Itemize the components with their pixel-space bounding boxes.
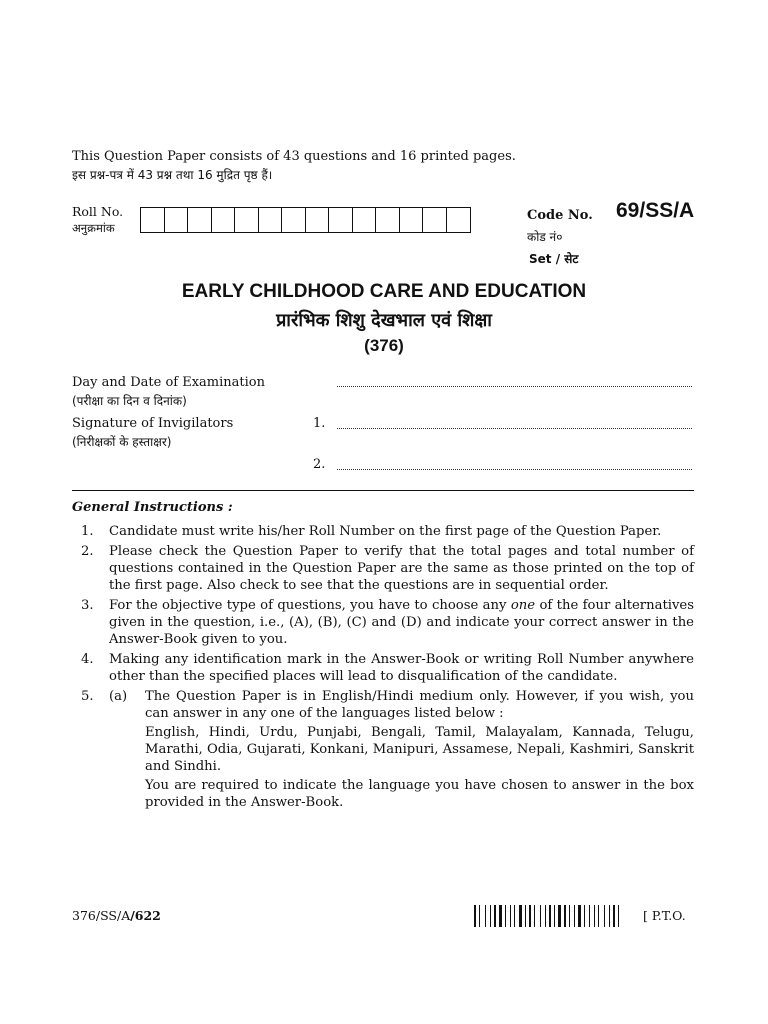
barcode-bar (525, 905, 526, 927)
barcode-bar (609, 905, 610, 927)
barcode-bar (600, 905, 603, 927)
barcode-bar (562, 905, 563, 927)
barcode-bar (523, 905, 524, 927)
roll-label-english: Roll No. (72, 204, 124, 219)
barcode-bar (616, 905, 617, 927)
instruction-text: Candidate must write his/her Roll Number on the first page of the Question Paper. (109, 524, 662, 539)
barcode-bar (545, 905, 546, 927)
barcode-bar (490, 905, 491, 927)
barcode-bar (549, 905, 551, 927)
barcode-bar (505, 905, 506, 927)
roll-number-box[interactable] (212, 208, 236, 232)
barcode-bar (574, 905, 575, 927)
instruction-text-post: of the four alternatives given in the question, i.e., (A), (B), (C) and (D) and indicate your correct answer in the Answer-Book given to you. (109, 598, 694, 647)
instruction-number: 1. (81, 524, 94, 539)
barcode-image (474, 905, 634, 927)
barcode-bar (536, 905, 539, 927)
barcode-bar (604, 905, 605, 927)
roll-number-box[interactable] (165, 208, 189, 232)
barcode-bar (618, 905, 619, 927)
roll-label-hindi: अनुक्रमांक (72, 221, 115, 235)
barcode-bar (606, 905, 608, 927)
paper-info (72, 148, 516, 184)
invigilator-signature-label-hindi: (निरीक्षकों के हस्ताक्षर) (72, 435, 172, 449)
instruction-item (72, 597, 694, 648)
barcode-bar (487, 905, 489, 927)
roll-number-box[interactable] (235, 208, 259, 232)
roll-number-label (72, 203, 123, 237)
instruction-item (72, 651, 694, 685)
barcode-bar (584, 905, 585, 927)
barcode-bar (532, 905, 533, 927)
roll-number-box[interactable] (376, 208, 400, 232)
barcode-bar (564, 905, 566, 927)
subject-title: EARLY CHILDHOOD CARE AND EDUCATION (181, 281, 587, 302)
language-list: English, Hindi, Urdu, Punjabi, Bengali, Tamil, Malayalam, Kannada, Telugu, Marathi, Odia, Gujarati, Konkani, Manipuri, Assamese, Nepali, Kashmiri, Sanskrit and Sindhi. (145, 725, 694, 774)
barcode-bar (512, 905, 513, 927)
invigilator-signature-field (72, 415, 233, 451)
barcode-bar (510, 905, 511, 927)
barcode-bar (507, 905, 509, 927)
subitem-paragraph: The Question Paper is in English/Hindi medium only. However, if you wish, you can answer in any one of the languages listed below : (145, 689, 694, 721)
barcode-bar (542, 905, 544, 927)
subject-title-hindi: प्रारंभिक शिशु देखभाल एवं शिक्षा (276, 310, 492, 331)
barcode-bar (485, 905, 486, 927)
instructions-list (72, 523, 694, 816)
instruction-number: 3. (81, 598, 94, 613)
barcode-bar (547, 905, 548, 927)
roll-number-box[interactable] (141, 208, 165, 232)
paper-info-hindi: इस प्रश्न-पत्र में 43 प्रश्न तथा 16 मुद्रित पृष्ठ हैं। (72, 168, 273, 182)
please-turn-over: [ P.T.O. (643, 908, 686, 923)
barcode-bar (576, 905, 577, 927)
instruction-item (72, 688, 694, 813)
instruction-item (72, 523, 694, 540)
barcode-bar (567, 905, 568, 927)
exam-date-blank[interactable] (337, 386, 692, 388)
exam-date-label-hindi: (परीक्षा का दिन व दिनांक) (72, 394, 187, 408)
barcode-bar (582, 905, 583, 927)
signature-blank-1[interactable] (337, 428, 692, 430)
general-instructions-heading: General Instructions : (72, 500, 233, 515)
barcode-bar (554, 905, 555, 927)
roll-number-box[interactable] (423, 208, 447, 232)
barcode-bar (571, 905, 573, 927)
instruction-number: 4. (81, 652, 94, 667)
barcode-bar (552, 905, 553, 927)
roll-number-box[interactable] (447, 208, 471, 232)
roll-number-box[interactable] (282, 208, 306, 232)
barcode-bar (514, 905, 515, 927)
instruction-text-pre: For the objective type of questions, you have to choose any (109, 598, 511, 613)
signature-number-1: 1. (313, 416, 326, 431)
barcode-bar (481, 905, 484, 927)
exam-date-field (72, 374, 265, 410)
paper-info-english: This Question Paper consists of 43 questions and 16 printed pages. (72, 149, 516, 164)
roll-number-box[interactable] (353, 208, 377, 232)
barcode-bar (474, 905, 476, 927)
barcode-bar (529, 905, 531, 927)
barcode-bar (499, 905, 502, 927)
paper-code-footer (72, 908, 161, 923)
roll-number-boxes[interactable] (140, 207, 471, 233)
barcode-bar (497, 905, 498, 927)
footer-code-prefix: 376/SS/A (72, 908, 131, 923)
barcode-bar (492, 905, 493, 927)
barcode-bar (594, 905, 595, 927)
roll-number-box[interactable] (188, 208, 212, 232)
set-label: Set / सेट (529, 252, 579, 266)
code-value: 69/SS/A (616, 199, 695, 222)
barcode-bar (534, 905, 535, 927)
exam-date-label: Day and Date of Examination (72, 375, 265, 390)
instruction-item (72, 543, 694, 594)
instruction-text: Please check the Question Paper to verify that the total pages and total number of questions contained in the Question Paper are the same as those printed on the top of the first page. Also check to see that the questions are in sequential order. (109, 544, 694, 593)
code-label-hindi: कोड नं० (527, 230, 563, 244)
barcode-bar (540, 905, 541, 927)
roll-number-box[interactable] (306, 208, 330, 232)
instruction-text (109, 597, 694, 648)
subitem-body (145, 688, 694, 813)
barcode-bar (556, 905, 557, 927)
instruction-subitems (109, 688, 694, 813)
footer-code-suffix: /622 (130, 908, 161, 923)
signature-blank-2[interactable] (337, 469, 692, 471)
section-divider (72, 490, 694, 491)
barcode-bar (494, 905, 496, 927)
barcode-bar (620, 905, 621, 927)
barcode-bar (586, 905, 588, 927)
barcode-bar (477, 905, 478, 927)
barcode-bar (596, 905, 597, 927)
subitem-paragraph: You are required to indicate the language you have chosen to answer in the box provided in the Answer-Book. (145, 778, 694, 810)
barcode-bar (516, 905, 518, 927)
roll-number-box[interactable] (329, 208, 353, 232)
barcode-bar (611, 905, 612, 927)
instruction-subitem (109, 688, 694, 813)
barcode-bar (519, 905, 522, 927)
barcode-bar (591, 905, 593, 927)
instruction-number: 2. (81, 544, 94, 559)
barcode-bar (569, 905, 570, 927)
barcode-bar (589, 905, 590, 927)
code-label: Code No. (527, 208, 593, 223)
barcode-bar (503, 905, 504, 927)
roll-number-box[interactable] (400, 208, 424, 232)
subitem-label: (a) (109, 689, 128, 704)
signature-number-2: 2. (313, 457, 326, 472)
barcode-bar (598, 905, 599, 927)
roll-number-box[interactable] (259, 208, 283, 232)
subject-code: (376) (364, 336, 404, 355)
barcode-bar (527, 905, 528, 927)
invigilator-signature-label: Signature of Invigilators (72, 416, 234, 431)
barcode-bar (613, 905, 615, 927)
instruction-text: Making any identification mark in the Answer-Book or writing Roll Number anywhere other than the specified places will lead to disqualification of the candidate. (109, 652, 694, 684)
barcode-bar (578, 905, 581, 927)
instruction-number: 5. (81, 689, 94, 704)
barcode-bar (558, 905, 561, 927)
instruction-emphasis: one (510, 598, 536, 613)
barcode-bar (479, 905, 480, 927)
